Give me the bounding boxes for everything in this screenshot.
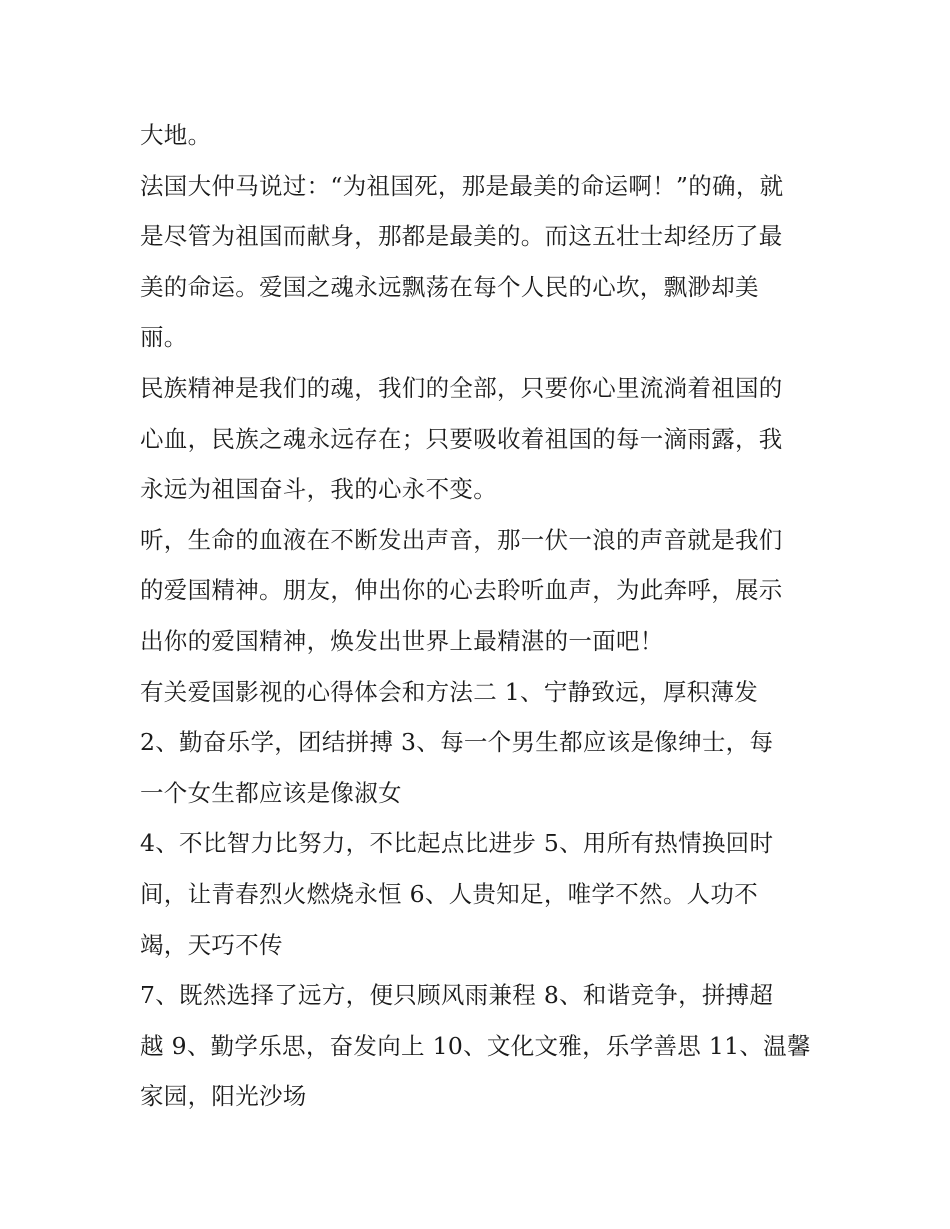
text-line: 出你的爱国精神，焕发出世界上最精湛的一面吧！	[140, 626, 664, 655]
text-line: 家园，阳光沙场	[140, 1082, 307, 1111]
text-line: 间，让青春烈火燃烧永恒 6、人贵知足，唯学不然。人功不	[140, 879, 759, 908]
text-line: 有关爱国影视的心得体会和方法二 1、宁静致远，厚积薄发	[140, 677, 759, 706]
text-line: 一个女生都应该是像淑女	[140, 778, 402, 807]
text-line: 永远为祖国奋斗，我的心永不变。	[140, 475, 497, 504]
text-line: 民族精神是我们的魂，我们的全部，只要你心里流淌着祖国的	[140, 373, 783, 402]
text-line: 是尽管为祖国而献身，那都是最美的。而这五壮士却经历了最	[140, 222, 783, 251]
text-line: 7、既然选择了远方，便只顾风雨兼程 8、和谐竞争，拼搏超	[140, 981, 774, 1010]
text-line: 听，生命的血液在不断发出声音，那一伏一浪的声音就是我们	[140, 525, 783, 554]
text-line: 4、不比智力比努力，不比起点比进步 5、用所有热情换回时	[140, 829, 774, 858]
text-line: 越 9、勤学乐思，奋发向上 10、文化文雅，乐学善思 11、温馨	[140, 1031, 811, 1060]
body-text	[140, 110, 820, 1122]
text-line: 大地。	[140, 121, 212, 149]
text-line: 美的命运。爱国之魂永远飘荡在每个人民的心坎，飘渺却美	[140, 272, 759, 301]
text-line: 2、勤奋乐学，团结拼搏 3、每一个男生都应该是像绅士，每	[140, 728, 774, 757]
text-line: 竭，天巧不传	[140, 930, 283, 959]
text-line: 法国大仲马说过：“为祖国死，那是最美的命运啊！”的确，就	[140, 171, 784, 200]
text-line: 丽。	[140, 323, 188, 352]
text-line: 的爱国精神。朋友，伸出你的心去聆听血声，为此奔呼，展示	[140, 576, 783, 605]
text-line: 心血，民族之魂永远存在；只要吸收着祖国的每一滴雨露，我	[140, 424, 783, 453]
